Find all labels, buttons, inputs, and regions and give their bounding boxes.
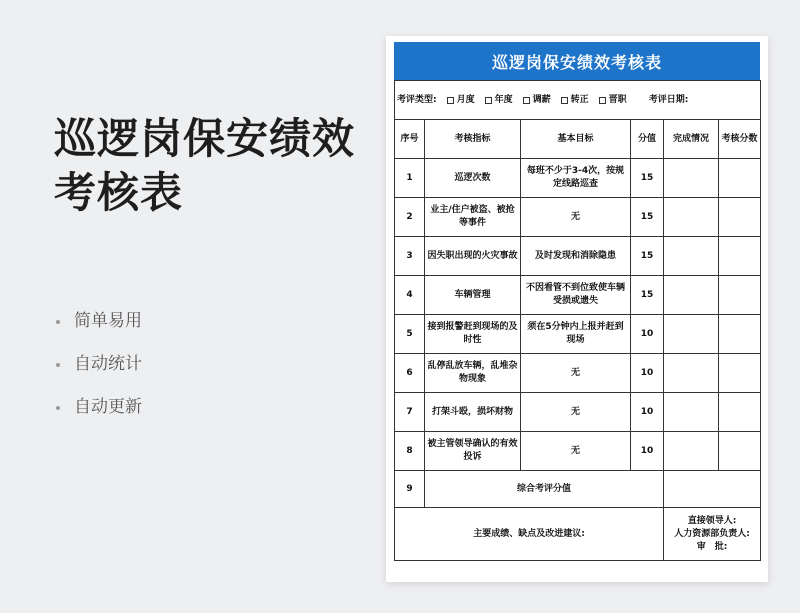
score-cell: 15 [631, 276, 664, 315]
result-cell[interactable] [719, 276, 761, 315]
table-row [395, 159, 761, 198]
result-cell[interactable] [719, 315, 761, 354]
row-number: 8 [395, 432, 425, 471]
row-number: 1 [395, 159, 425, 198]
table-row [395, 315, 761, 354]
score-cell: 10 [631, 393, 664, 432]
header-cell: 基本目标 [521, 120, 631, 159]
table-row [395, 393, 761, 432]
bullet-dot-icon [56, 406, 60, 410]
table-header-row [395, 120, 761, 159]
row-number: 5 [395, 315, 425, 354]
feature-list [56, 300, 142, 429]
row-number: 6 [395, 354, 425, 393]
comments-label: 主要成绩、缺点及改进建议: [473, 528, 585, 539]
completion-cell[interactable] [664, 354, 719, 393]
target-cell: 及时发现和消除隐患 [521, 237, 631, 276]
score-cell: 15 [631, 159, 664, 198]
row-number: 3 [395, 237, 425, 276]
indicator-cell: 接到报警赶到现场的及时性 [425, 315, 521, 354]
table-row [395, 432, 761, 471]
score-cell: 10 [631, 354, 664, 393]
promo-title: 巡逻岗保安绩效考核表 [54, 114, 356, 217]
table-row [395, 354, 761, 393]
target-cell: 无 [521, 393, 631, 432]
feature-item: 自动更新 [56, 386, 142, 429]
header-cell: 序号 [395, 120, 425, 159]
checkbox-icon[interactable] [447, 97, 454, 104]
indicator-cell: 因失职出现的火灾事故 [425, 237, 521, 276]
row-number: 7 [395, 393, 425, 432]
indicator-cell: 乱停乱放车辆，乱堆杂物现象 [425, 354, 521, 393]
target-cell: 每班不少于3-4次，按规定线路巡查 [521, 159, 631, 198]
completion-cell[interactable] [664, 198, 719, 237]
result-cell[interactable] [719, 198, 761, 237]
checkbox-icon[interactable] [485, 97, 492, 104]
row-number: 2 [395, 198, 425, 237]
completion-cell[interactable] [664, 159, 719, 198]
completion-cell[interactable] [664, 276, 719, 315]
completion-cell[interactable] [664, 237, 719, 276]
checkbox-icon[interactable] [599, 97, 606, 104]
target-cell: 无 [521, 198, 631, 237]
score-cell: 10 [631, 432, 664, 471]
summary-value-cell[interactable] [664, 471, 761, 508]
target-cell: 须在5分钟内上报并赶到现场 [521, 315, 631, 354]
type-option-promotion[interactable]: 晋职 [599, 94, 627, 107]
target-cell: 无 [521, 432, 631, 471]
form-title-banner: 巡逻岗保安绩效考核表 [394, 42, 760, 80]
indicator-cell: 打架斗殴，损坏财物 [425, 393, 521, 432]
checkbox-icon[interactable] [561, 97, 568, 104]
table-row [395, 198, 761, 237]
comments-cell[interactable] [395, 508, 664, 561]
result-cell[interactable] [719, 159, 761, 198]
result-cell[interactable] [719, 393, 761, 432]
feature-item: 自动统计 [56, 343, 142, 386]
result-cell[interactable] [719, 354, 761, 393]
header-cell: 考核分数 [719, 120, 761, 159]
date-label: 考评日期: [648, 94, 689, 105]
form-preview-sheet [386, 36, 768, 582]
indicator-cell: 车辆管理 [425, 276, 521, 315]
summary-label: 综合考评分值 [425, 471, 664, 508]
score-cell: 15 [631, 237, 664, 276]
header-cell: 分值 [631, 120, 664, 159]
result-cell[interactable] [719, 237, 761, 276]
footer-row [395, 508, 761, 561]
row-number: 9 [395, 471, 425, 508]
summary-row [395, 471, 761, 508]
row-number: 4 [395, 276, 425, 315]
type-label: 考评类型: [397, 94, 437, 105]
header-cell: 完成情况 [664, 120, 719, 159]
approver-cell [664, 508, 761, 561]
assessment-type-row [395, 81, 761, 120]
feature-item: 简单易用 [56, 300, 142, 343]
indicator-cell: 业主/住户被盗、被抢等事件 [425, 198, 521, 237]
result-cell[interactable] [719, 432, 761, 471]
assessment-table [394, 80, 761, 561]
indicator-cell: 巡逻次数 [425, 159, 521, 198]
score-cell: 10 [631, 315, 664, 354]
table-row [395, 276, 761, 315]
completion-cell[interactable] [664, 432, 719, 471]
hr-label: 人力资源部负责人: [674, 528, 750, 539]
type-option-salary[interactable]: 调薪 [523, 94, 551, 107]
completion-cell[interactable] [664, 315, 719, 354]
table-row [395, 237, 761, 276]
target-cell: 不因看管不到位致使车辆受损或遗失 [521, 276, 631, 315]
type-option-year[interactable]: 年度 [485, 94, 513, 107]
bullet-dot-icon [56, 320, 60, 324]
indicator-cell: 被主管领导确认的有效投诉 [425, 432, 521, 471]
bullet-dot-icon [56, 363, 60, 367]
checkbox-icon[interactable] [523, 97, 530, 104]
approve-label: 审 批: [696, 541, 728, 552]
leader-label: 直接领导人: [687, 515, 737, 526]
target-cell: 无 [521, 354, 631, 393]
header-cell: 考核指标 [425, 120, 521, 159]
type-option-month[interactable]: 月度 [447, 94, 475, 107]
completion-cell[interactable] [664, 393, 719, 432]
score-cell: 15 [631, 198, 664, 237]
type-option-regular[interactable]: 转正 [561, 94, 589, 107]
